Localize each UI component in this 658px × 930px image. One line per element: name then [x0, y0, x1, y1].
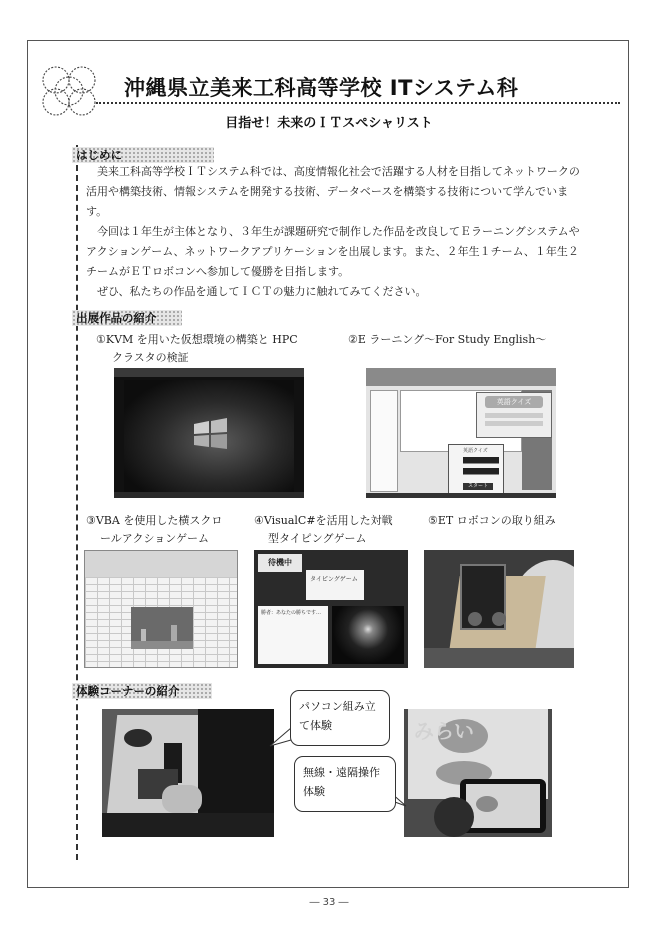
tablet-photo: [404, 709, 552, 837]
vba-game-screenshot: [84, 550, 238, 668]
quiz-title-label: 英語クイズ: [485, 396, 543, 408]
caption-line: ⑤ET ロボコンの取り組み: [428, 514, 556, 527]
quiz-start-button: スタート: [463, 483, 493, 490]
intro-paragraph: 美来工科高等学校ＩＴシステム科では、高度情報化社会で活躍する人材を目指してネットワークの活用や構築技術、情報システムを開発する技術、データベースを構築する技術について学んでいます。: [86, 165, 580, 218]
intro-paragraph: ぜひ、私たちの作品を通してＩＣＴの魅力に触れてみてください。: [97, 285, 427, 298]
waiting-label: 待機中: [258, 554, 302, 572]
caption-vba: [86, 512, 222, 548]
caption-line: クラスタの検証: [112, 351, 189, 364]
page-title: 沖縄県立美来工科高等学校 ITシステム科: [124, 76, 519, 100]
caption-line: ④VisualC#を活用した対戦: [254, 514, 393, 527]
page-number: ― 33 ―: [309, 897, 349, 908]
margin-dashed-line: [76, 145, 78, 860]
section-heading-experience: 体験コーナーの紹介: [72, 683, 212, 699]
typing-game-screenshot: [254, 550, 408, 668]
fireworks-image: [332, 606, 404, 664]
typing-title-label: タイピングゲーム: [306, 570, 364, 600]
pc-assembly-photo: [102, 709, 274, 837]
caption-line: ールアクションゲーム: [100, 532, 210, 545]
caption-kvm: [96, 331, 298, 367]
caption-visualc: [254, 512, 393, 548]
caption-line: ①KVM を用いた仮想環境の構築と HPC: [96, 333, 298, 346]
page-subtitle: 目指せ！未来のＩＴスペシャリスト: [225, 116, 433, 131]
tablet-screen-text: みらい: [414, 719, 474, 743]
section-heading-intro: はじめに: [72, 147, 214, 163]
section-heading-exhibits: 出展作品の紹介: [72, 310, 182, 326]
caption-line: 型タイピングゲーム: [268, 532, 367, 545]
et-robot-photo: [424, 550, 574, 668]
caption-line: ③VBA を使用した横スクロ: [86, 514, 223, 527]
intro-text: [86, 162, 586, 302]
speech-bubble-assembly: パソコン組み立て体験: [290, 690, 390, 746]
caption-elearning: [348, 331, 546, 349]
caption-etrobocon: [428, 512, 556, 530]
elearning-screenshot: [366, 368, 556, 498]
kvm-screenshot: [114, 368, 304, 498]
typing-prompt-text: 勝者：あなたの勝ちです…: [258, 606, 328, 664]
windows-logo-icon: [192, 418, 230, 450]
intro-paragraph: 今回は１年生が主体となり、３年生が課題研究で制作した作品を改良してＥラーニングシステムやアクションゲーム、ネットワークアプリケーションを出展します。また、２年生１チーム、１年生２チームがＥＴロボコンへ参加して優勝を目指します。: [86, 225, 580, 278]
quiz-subtitle-label: 英語クイズ: [463, 448, 488, 454]
title-divider: [96, 102, 620, 104]
speech-bubble-remote: 無線・遠隔操作体験: [294, 756, 396, 812]
caption-line: ②E ラーニング～For Study English～: [348, 333, 547, 346]
